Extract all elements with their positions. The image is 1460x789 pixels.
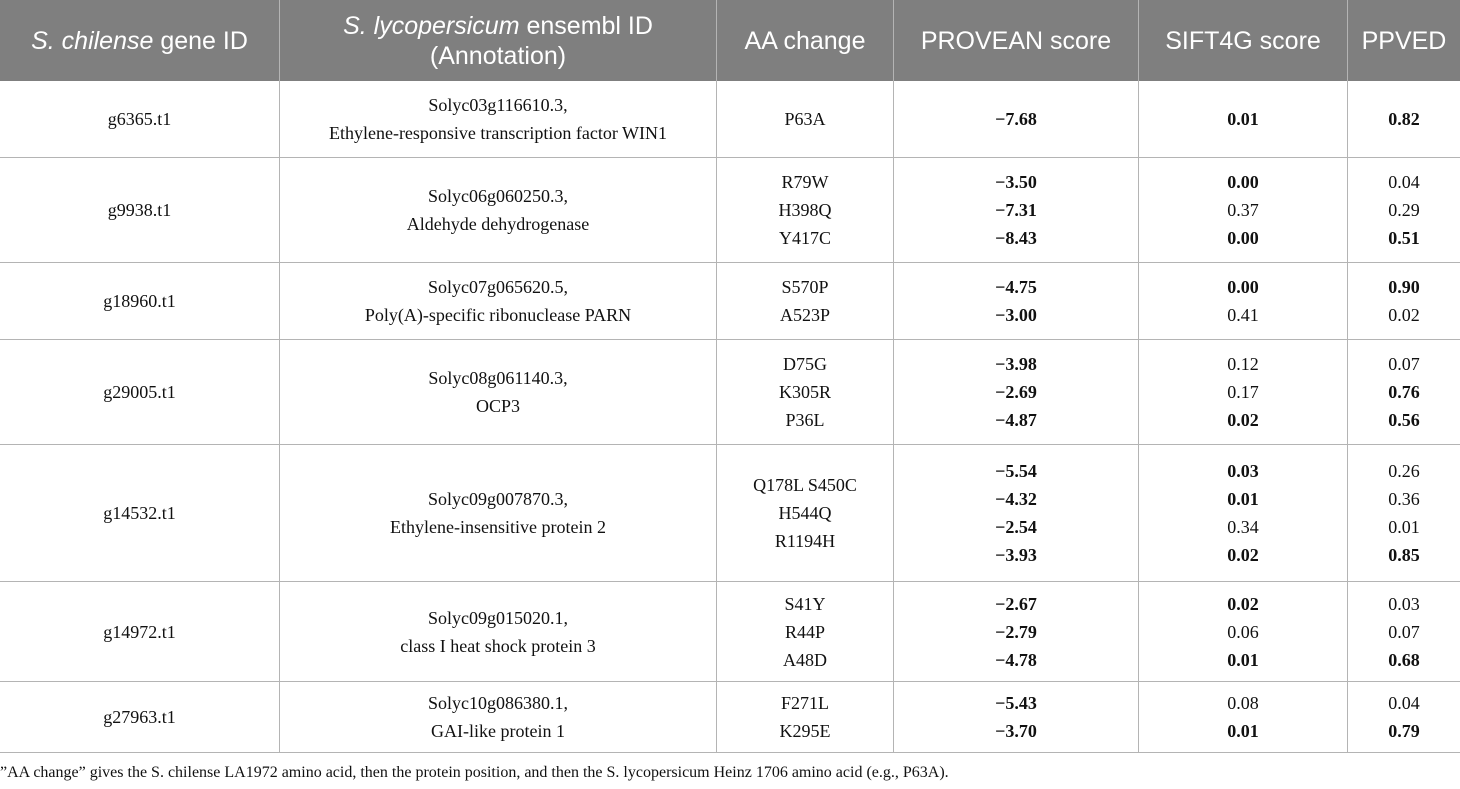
provean-score: −8.43 [995,228,1037,248]
ensembl-id: Solyc09g007870.3, [427,489,568,509]
table-row [0,582,1460,682]
aa-change: K295E [779,721,831,741]
aa-change: P36L [785,410,825,430]
table-header [0,0,1460,81]
cell-ppved-score [1347,682,1460,752]
sift-score: 0.12 [1227,354,1259,374]
cell-aa-change [716,340,893,444]
provean-score: −3.93 [995,545,1037,565]
gene-id: g9938.t1 [107,200,172,220]
aa-change: S570P [781,277,829,297]
provean-score: −3.00 [995,305,1037,325]
sift-score: 0.01 [1227,109,1259,129]
cell-ensembl-annotation [279,81,716,157]
cell-provean-score [893,263,1138,339]
ppved-score: 0.03 [1388,593,1420,614]
cell-gene-id [0,340,279,444]
cell-aa-change [716,445,893,581]
cell-provean-score [893,445,1138,581]
ppved-score: 0.36 [1388,489,1420,509]
cell-ensembl-annotation [279,445,716,581]
provean-score: −4.78 [995,649,1037,670]
aa-change: K305R [778,382,831,402]
table-footnote: ”AA change” gives the S. chilense LA1972 amino acid, then the protein position, and then the S. lycopersicum Heinz 1706 amino acid (e.g., P63A). [0,764,949,781]
header-aa-change: AA change [716,0,893,81]
cell-ensembl-annotation [279,263,716,339]
annotation: Aldehyde dehydrogenase [406,214,590,234]
cell-gene-id [0,263,279,339]
provean-score: −4.32 [995,489,1037,509]
gene-id: g27963.t1 [103,707,176,727]
ppved-score: 0.82 [1388,109,1420,129]
aa-change: F271L [780,693,829,713]
cell-sift-score [1138,158,1347,262]
ensembl-id: Solyc03g116610.3, [428,95,568,115]
aa-change: D75G [783,354,827,374]
cell-provean-score [893,582,1138,681]
cell-provean-score [893,81,1138,157]
cell-ppved-score [1347,263,1460,339]
sift-score: 0.02 [1227,545,1259,565]
cell-sift-score [1138,582,1347,681]
annotation: OCP3 [475,396,520,416]
sift-score: 0.00 [1227,277,1259,297]
ppved-score: 0.04 [1388,172,1420,192]
cell-ppved-score [1347,340,1460,444]
annotation: Ethylene-responsive transcription factor WIN1 [328,123,668,143]
sift-score: 0.01 [1227,721,1259,741]
provean-score: −4.87 [995,410,1037,430]
ppved-score: 0.85 [1388,545,1420,565]
sift-score: 0.34 [1227,517,1259,537]
table-row [0,682,1460,753]
cell-aa-change [716,158,893,262]
sift-score: 0.02 [1227,410,1259,430]
provean-score: −7.31 [995,200,1037,220]
sift-score: 0.02 [1227,593,1259,614]
ppved-score: 0.07 [1388,621,1420,642]
header-ppved: PPVED [1347,0,1460,81]
header-sift4g: SIFT4G score [1138,0,1347,81]
cell-aa-change [716,263,893,339]
cell-gene-id [0,158,279,262]
cell-ppved-score [1347,158,1460,262]
cell-provean-score [893,340,1138,444]
aa-change: H544Q [778,503,832,523]
header-provean: PROVEAN score [893,0,1138,81]
header-ensembl-label: ensembl ID [519,11,653,40]
cell-sift-score [1138,682,1347,752]
cell-ensembl-annotation [279,340,716,444]
sift-score: 0.17 [1227,382,1259,402]
table-row [0,158,1460,263]
provean-score: −5.43 [995,693,1037,713]
ppved-score: 0.07 [1388,354,1420,374]
ensembl-id: Solyc09g015020.1, [427,607,568,628]
header-ensembl-species: S. lycopersicum [343,11,520,40]
cell-sift-score [1138,263,1347,339]
provean-score: −2.69 [995,382,1037,402]
aa-change: S41Y [784,593,826,614]
gene-id: g29005.t1 [103,382,176,402]
aa-change: R1194H [774,531,836,551]
sift-score: 0.37 [1227,200,1259,220]
gene-id: g14972.t1 [103,621,176,642]
aa-change: P63A [784,109,826,129]
gene-id: g6365.t1 [107,109,172,129]
cell-gene-id [0,582,279,681]
sift-score: 0.01 [1227,649,1259,670]
cell-sift-score [1138,81,1347,157]
ppved-score: 0.56 [1388,410,1420,430]
ensembl-id: Solyc08g061140.3, [428,368,568,388]
cell-ppved-score [1347,582,1460,681]
cell-ensembl-annotation [279,582,716,681]
sift-score: 0.06 [1227,621,1259,642]
aa-change: H398Q [778,200,832,220]
cell-sift-score [1138,445,1347,581]
provean-score: −4.75 [995,277,1037,297]
gene-id: g14532.t1 [103,503,176,523]
table-row [0,81,1460,158]
cell-ppved-score [1347,445,1460,581]
aa-change: A523P [779,305,830,325]
aa-change: R44P [784,621,826,642]
provean-score: −3.70 [995,721,1037,741]
sift-score: 0.01 [1227,489,1259,509]
sift-score: 0.00 [1227,228,1259,248]
cell-gene-id [0,445,279,581]
header-gene-id [0,0,279,81]
cell-gene-id [0,81,279,157]
sift-score: 0.03 [1227,461,1259,481]
cell-provean-score [893,158,1138,262]
ensembl-id: Solyc06g060250.3, [427,186,568,206]
provean-score: −3.98 [995,354,1037,374]
aa-change: Q178L S450C [753,475,857,495]
cell-aa-change [716,582,893,681]
annotation: class I heat shock protein 3 [400,635,596,656]
ensembl-id: Solyc10g086380.1, [427,693,568,713]
header-gene-id-label: gene ID [153,26,248,55]
ppved-score: 0.02 [1388,305,1420,325]
provean-score: −3.50 [995,172,1037,192]
ppved-score: 0.51 [1388,228,1420,248]
gene-id: g18960.t1 [103,291,176,311]
aa-change: R79W [781,172,829,192]
provean-score: −7.68 [995,109,1037,129]
provean-score: −2.67 [995,593,1037,614]
cell-aa-change [716,682,893,752]
ppved-score: 0.26 [1388,461,1420,481]
annotation: Ethylene-insensitive protein 2 [390,517,606,537]
annotation: GAI-like protein 1 [431,721,565,741]
header-ensembl-id [279,0,716,81]
cell-ensembl-annotation [279,682,716,752]
table-row [0,445,1460,582]
cell-ppved-score [1347,81,1460,157]
ensembl-id: Solyc07g065620.5, [427,277,568,297]
header-gene-id-species: S. chilense [31,26,154,55]
cell-aa-change [716,81,893,157]
ppved-score: 0.79 [1388,721,1420,741]
cell-gene-id [0,682,279,752]
aa-change: A48D [783,649,827,670]
provean-score: −2.54 [995,517,1037,537]
sift-score: 0.00 [1227,172,1259,192]
provean-score: −2.79 [995,621,1037,642]
ppved-score: 0.01 [1388,517,1420,537]
ppved-score: 0.04 [1388,693,1420,713]
table-row [0,340,1460,445]
provean-score: −5.54 [995,461,1037,481]
header-annotation-label: (Annotation) [429,41,567,70]
ppved-score: 0.76 [1388,382,1420,402]
table-row [0,263,1460,340]
aa-change: Y417C [778,228,831,248]
cell-sift-score [1138,340,1347,444]
ppved-score: 0.29 [1388,200,1420,220]
ppved-score: 0.90 [1388,277,1420,297]
ppved-score: 0.68 [1388,649,1420,670]
annotation: Poly(A)-specific ribonuclease PARN [364,305,632,325]
cell-ensembl-annotation [279,158,716,262]
cell-provean-score [893,682,1138,752]
sift-score: 0.08 [1227,693,1259,713]
sift-score: 0.41 [1227,305,1259,325]
